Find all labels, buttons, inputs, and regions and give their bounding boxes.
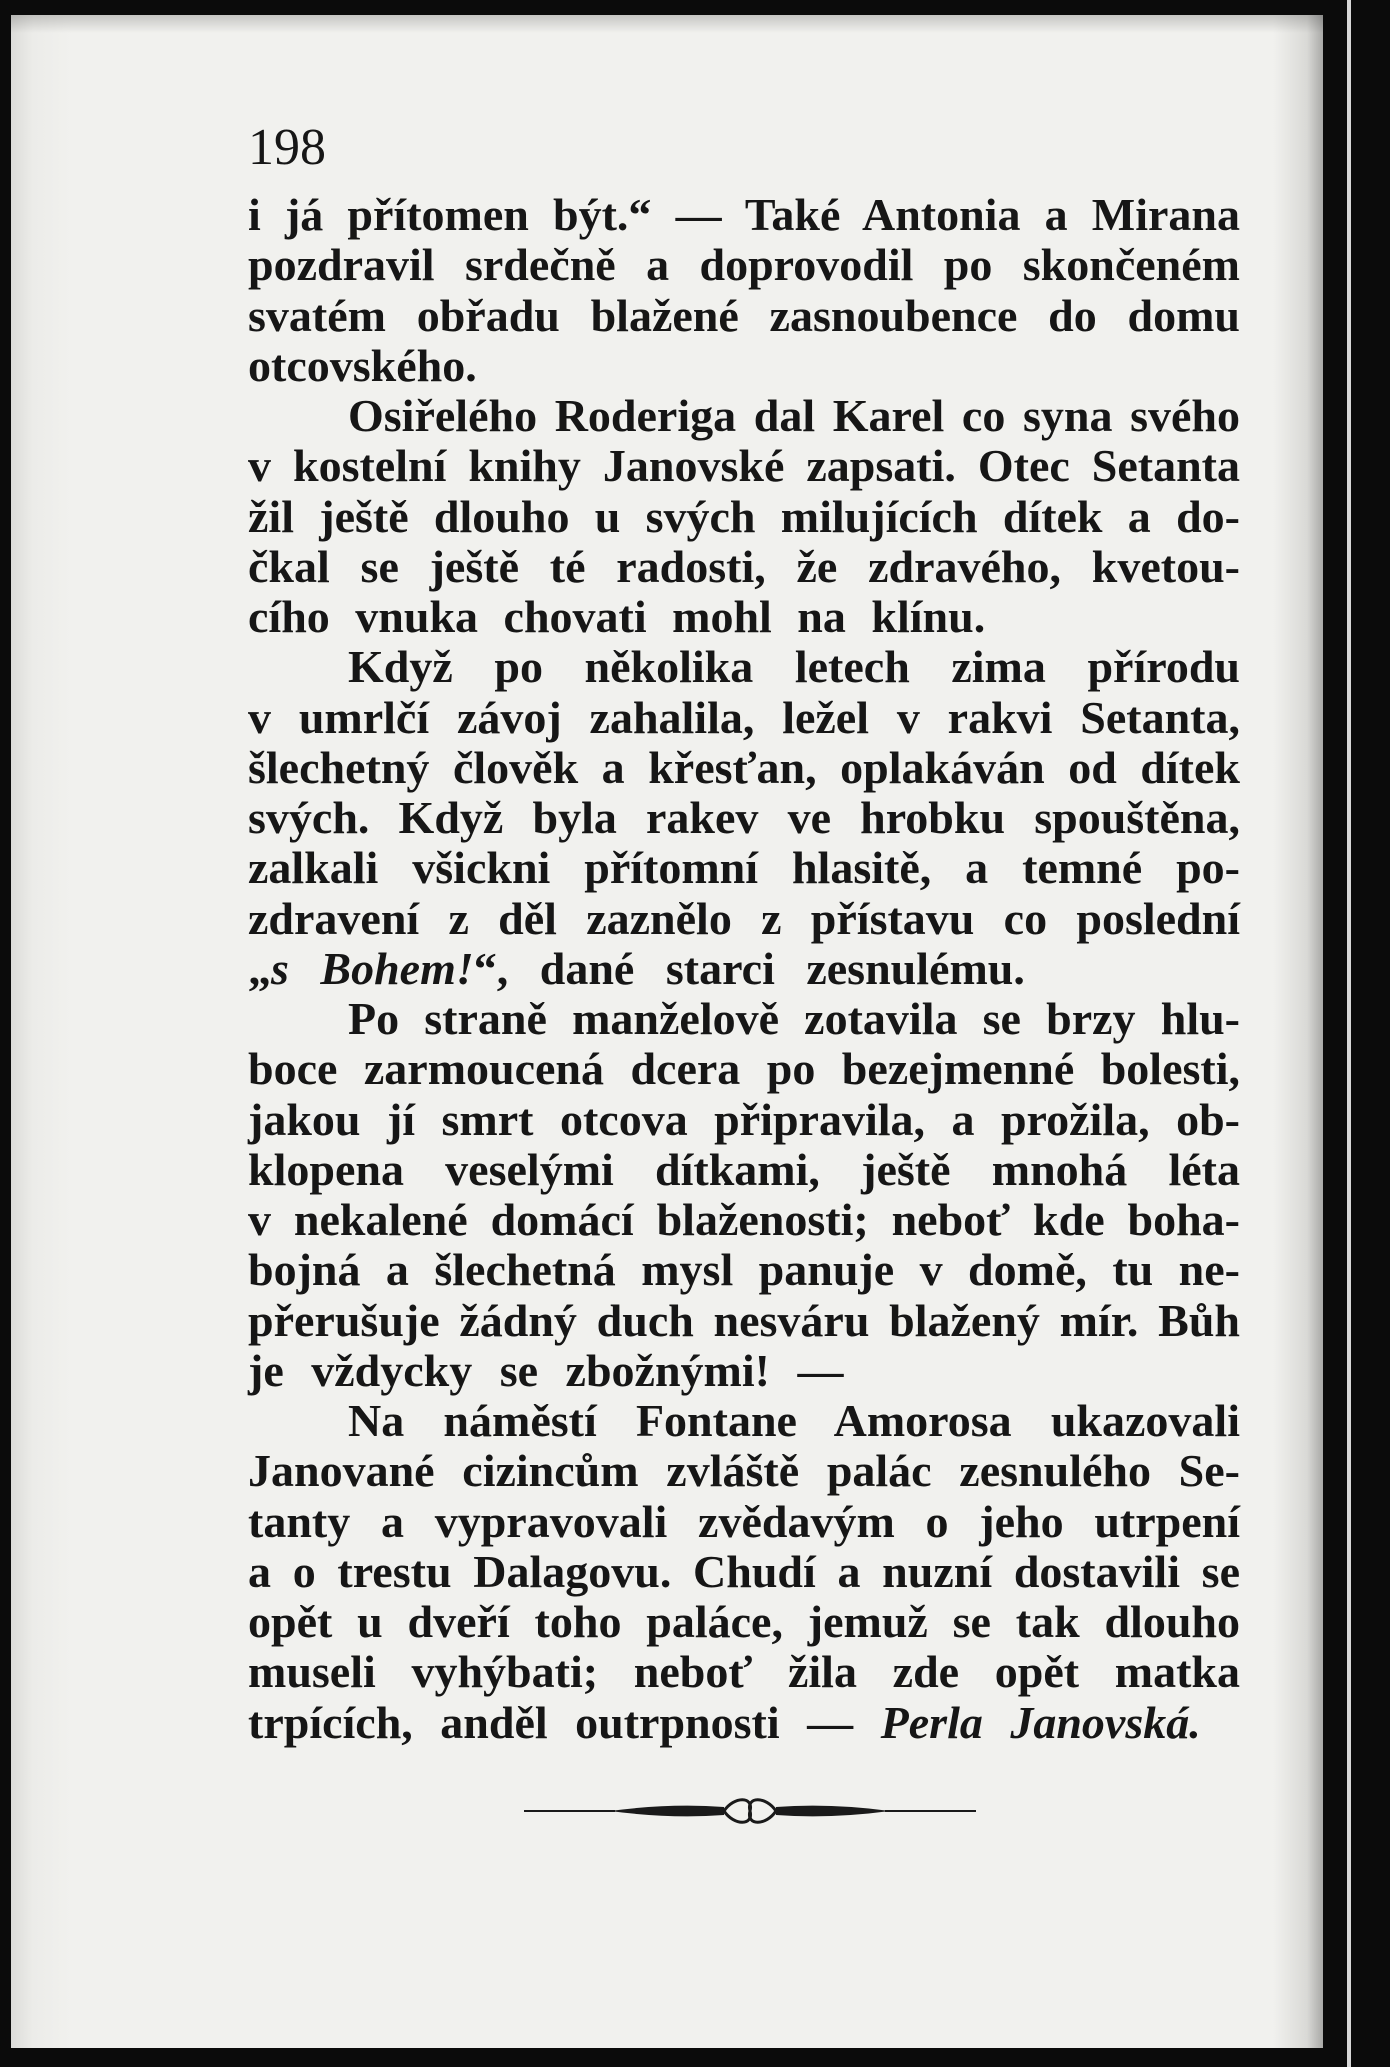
ornament-divider-icon [520,1788,980,1834]
text-line: klopena veselými dítkami, ještě mnohá léta [248,1143,1240,1195]
text-line: Po straně manželově zotavila se brzy hlu- [348,993,1240,1044]
text-line: žil ještě dlouho u svých milujících dítek a do- [248,490,1240,542]
text-line: opět u dveří toho paláce, jemuž se tak dlouho [248,1596,1240,1647]
text-line: v kostelní knihy Janovské zapsati. Otec Setanta [248,440,1240,492]
text-line: Když po několika letech zima přírodu [348,641,1240,693]
paragraph [248,642,1240,994]
text-line: svatém obřadu blažené zasnoubence do domu [248,289,1240,341]
scan-edge-line [1347,0,1351,2067]
text-line: zalkali všickni přítomní hlasitě, a temné po- [248,842,1240,894]
text-line [248,944,1240,994]
text-line: v nekalené domácí blaženosti; neboť kde boha- [248,1194,1240,1245]
text-line: Janované cizincům zvláště palác zesnulého Se- [248,1445,1240,1497]
text-line: otcovského. [248,339,477,391]
text-line [248,1698,1240,1748]
text-line: a o trestu Dalagovu. Chudí a nuzní dostavili se [248,1545,1240,1597]
text-line: bojná a šlechetná mysl panuje v domě, tu ne- [248,1244,1240,1296]
text-line: jakou jí smrt otcova připravila, a prožila, ob- [248,1093,1240,1145]
text-line: v umrlčí závoj zahalila, ležel v rakvi Setanta, [248,691,1240,743]
text-line: Na náměstí Fontane Amorosa ukazovali [348,1395,1240,1446]
text-line: boce zarmoucená dcera po bezejmenné bolesti, [248,1043,1240,1095]
text-line: cího vnuka chovati mohl na klínu. [248,591,986,642]
text-line: tanty a vypravovali zvědavým o jeho utrpení [248,1495,1240,1547]
italic-phrase: s Bohem! [271,942,474,994]
text-line: pozdravil srdečně a doprovodil po skončeném [248,239,1240,291]
paragraph [248,1396,1240,1748]
text-line: šlechetný člověk a křesťan, oplakáván od dítek [248,741,1240,793]
text-line: je vždycky se zbožnými! — [248,1344,844,1396]
text-line: svých. Když byla rakev ve hrobku spouštěna, [248,792,1240,843]
text-line: Osiřelého Roderiga dal Karel co syna svého [348,390,1240,441]
paragraph [248,994,1240,1396]
line-remainder: “, dané starci zesnulému. [473,942,1025,994]
text-line: přerušuje žádný duch nesváru blažený mír. Bůh [248,1294,1240,1346]
text-line: zdravení z děl zaznělo z přístavu co poslední [248,892,1240,944]
text-line: museli vyhýbati; neboť žila zde opět matka [248,1646,1240,1698]
paragraph [248,190,1240,391]
italic-phrase: Perla Janovská. [880,1696,1201,1748]
paragraph [248,391,1240,642]
quote-open: „ [248,942,271,994]
line-start: trpících, anděl outrpnosti — [248,1696,881,1748]
body-text [248,190,1240,1748]
text-line: čkal se ještě té radosti, že zdravého, kvetou- [248,540,1240,592]
page-top-shadow [11,15,1323,33]
page-number: 198 [248,119,326,176]
text-line: i já přítomen být.“ — Také Antonia a Mirana [248,189,1240,240]
